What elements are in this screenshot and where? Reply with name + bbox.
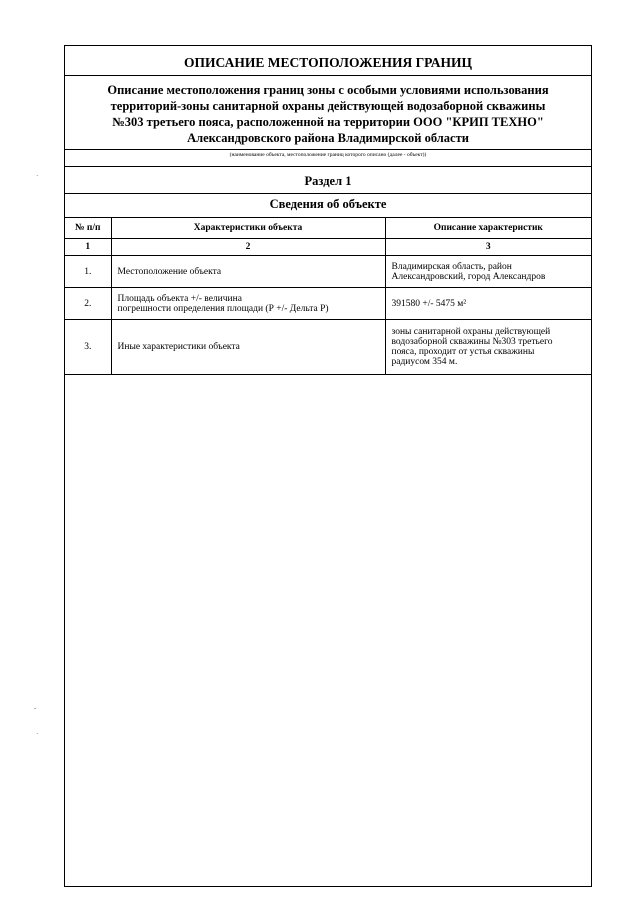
characteristic-line: Площадь объекта +/- величина — [117, 293, 242, 304]
row-characteristic — [111, 288, 385, 320]
row-number: 3. — [65, 320, 111, 375]
column-header: Характеристики объекта — [111, 218, 385, 239]
divider — [65, 75, 591, 76]
document-title: ОПИСАНИЕ МЕСТОПОЛОЖЕНИЯ ГРАНИЦ — [184, 55, 472, 70]
object-caption: (наименование объекта, местоположение границ которого описано (далее - объект)) — [229, 152, 427, 158]
row-number: 1. — [65, 256, 111, 288]
characteristic-line: погрешности определения площади (Р +/- Дельта Р) — [117, 303, 329, 314]
table-row — [65, 288, 591, 320]
divider — [65, 193, 591, 194]
description-line: 391580 +/- 5475 м² — [391, 298, 467, 309]
description-line: Описание местоположения границ зоны с особыми условиями использования — [107, 83, 549, 97]
section-number: Раздел 1 — [304, 174, 352, 188]
table-header-row — [65, 218, 591, 239]
description-line: Александровский, город Александров — [391, 271, 546, 282]
divider — [65, 166, 591, 167]
column-number: 1 — [65, 239, 111, 256]
object-info-table — [65, 217, 591, 375]
description-line: Владимирская область, район — [391, 261, 512, 272]
scan-dot: · — [36, 172, 39, 180]
scan-dot: - — [34, 704, 37, 712]
row-description — [385, 256, 591, 288]
column-header: Описание характеристик — [385, 218, 591, 239]
divider — [65, 149, 591, 150]
column-number: 2 — [111, 239, 385, 256]
table-row — [65, 320, 591, 375]
description-line: пояса, проходит от устья скважины — [391, 347, 535, 357]
description-line: радиусом 354 м. — [391, 357, 458, 367]
table-row — [65, 256, 591, 288]
row-description — [385, 288, 591, 320]
row-description — [385, 320, 591, 375]
row-characteristic — [111, 256, 385, 288]
description-line: Александровского района Владимирской области — [187, 131, 469, 145]
scan-dot: · — [36, 730, 39, 738]
description-line: территорий-зоны санитарной охраны действующей водозаборной скважины — [110, 99, 546, 113]
document-description — [65, 82, 591, 146]
column-header: № п/п — [65, 218, 111, 239]
row-number: 2. — [65, 288, 111, 320]
description-line: зоны санитарной охраны действующей — [391, 327, 551, 337]
description-line: водозаборной скважины №303 третьего — [391, 337, 553, 347]
section-title: Сведения об объекте — [269, 197, 387, 211]
characteristic-line: Местоположение объекта — [117, 266, 222, 277]
column-number: 3 — [385, 239, 591, 256]
column-number-row — [65, 239, 591, 256]
document-frame — [64, 45, 592, 887]
row-characteristic — [111, 320, 385, 375]
description-line: №303 третьего пояса, расположенной на территории ООО "КРИП ТЕХНО" — [112, 115, 544, 129]
characteristic-line: Иные характеристики объекта — [117, 342, 240, 352]
